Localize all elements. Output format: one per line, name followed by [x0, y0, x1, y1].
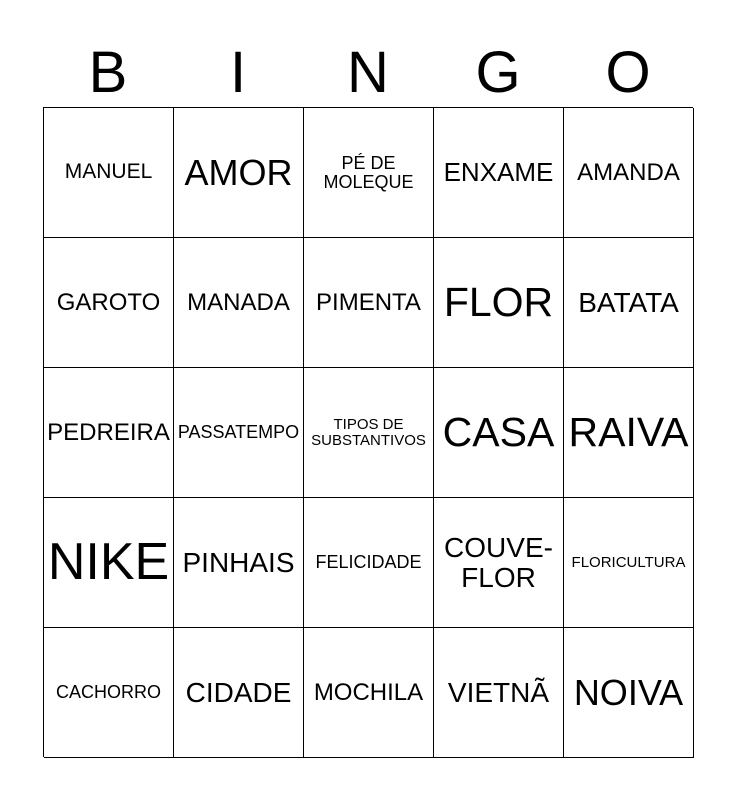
bingo-cell-label: FLOR [443, 278, 554, 325]
bingo-cell-label: NIKE [47, 533, 170, 592]
bingo-cell-label: BATATA [578, 286, 679, 318]
bingo-cell[interactable] [174, 108, 304, 238]
bingo-cell[interactable] [564, 498, 694, 628]
bingo-cell[interactable] [174, 628, 304, 758]
bingo-cell[interactable] [44, 498, 174, 628]
bingo-cell-label: CIDADE [185, 676, 292, 708]
bingo-cell[interactable] [564, 238, 694, 368]
bingo-cell[interactable] [44, 628, 174, 758]
bingo-cell[interactable] [44, 108, 174, 238]
bingo-cell-label: RAIVA [568, 408, 689, 455]
bingo-cell-label: FELICIDADE [315, 552, 422, 573]
bingo-cell[interactable] [434, 108, 564, 238]
bingo-cell-label: PEDREIRA [47, 418, 170, 446]
bingo-cell-label: MANADA [187, 288, 290, 316]
bingo-cell-label: CACHORRO [55, 682, 161, 703]
bingo-cell[interactable] [434, 498, 564, 628]
bingo-cell[interactable] [304, 238, 434, 368]
bingo-header [43, 40, 693, 106]
header-letter-b: B [88, 40, 128, 105]
bingo-cell[interactable] [174, 238, 304, 368]
bingo-card-grid [43, 107, 693, 757]
bingo-cell-label: AMANDA [577, 158, 680, 186]
bingo-cell-label: TIPOS DE SUBSTANTIVOS [311, 415, 426, 449]
bingo-cell[interactable] [44, 238, 174, 368]
bingo-cell[interactable] [174, 368, 304, 498]
bingo-cell-label: COUVE- FLOR [444, 532, 553, 593]
bingo-cell-label: PÉ DE MOLEQUE [323, 152, 414, 192]
header-letter-i: I [229, 40, 247, 105]
header-letter-n: N [347, 40, 389, 105]
bingo-cell-label: MANUEL [64, 160, 153, 184]
bingo-cell[interactable] [44, 368, 174, 498]
bingo-cell-label: NOIVA [573, 671, 684, 713]
bingo-cell-label: FLORICULTURA [571, 553, 686, 571]
header-letter-g: G [475, 40, 521, 105]
bingo-cell-label: PINHAIS [182, 546, 295, 578]
bingo-cell[interactable] [434, 238, 564, 368]
bingo-cell-label: MOCHILA [313, 678, 424, 706]
bingo-cell[interactable] [434, 368, 564, 498]
bingo-cell[interactable] [564, 628, 694, 758]
bingo-cell[interactable] [304, 498, 434, 628]
bingo-cell[interactable] [434, 628, 564, 758]
bingo-cell[interactable] [304, 628, 434, 758]
bingo-cell[interactable] [564, 368, 694, 498]
bingo-cell[interactable] [564, 108, 694, 238]
bingo-cell-label: CASA [442, 408, 555, 455]
bingo-cell[interactable] [174, 498, 304, 628]
bingo-cell-label: AMOR [184, 151, 293, 193]
bingo-cell[interactable] [304, 108, 434, 238]
bingo-cell-label: VIETNÃ [447, 676, 550, 708]
bingo-cell[interactable] [304, 368, 434, 498]
header-letter-o: O [605, 40, 651, 105]
bingo-cell-label: GAROTO [56, 288, 161, 316]
bingo-cell-label: ENXAME [443, 156, 554, 187]
bingo-cell-label: PIMENTA [316, 288, 421, 316]
bingo-cell-label: PASSATEMPO [177, 422, 300, 443]
